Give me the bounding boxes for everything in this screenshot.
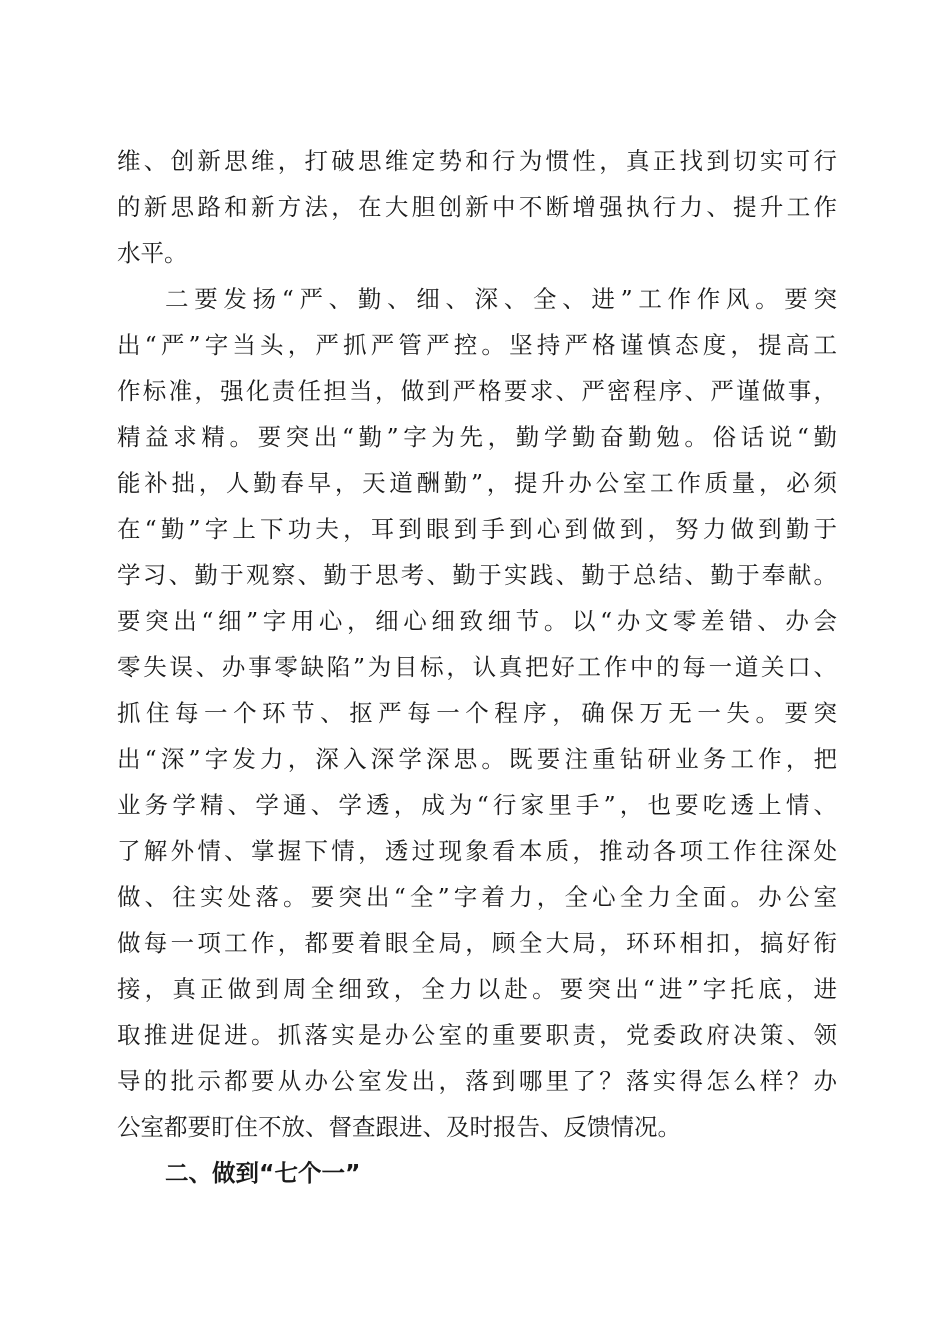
paragraph-line: 业务学精、学通、学透，成为“行家里手”，也要吃透上情、 <box>117 791 837 819</box>
paragraph-line: 做、往实处落。要突出“全”字着力，全心全力全面。办公室 <box>117 883 837 911</box>
paragraph-line: 零失误、办事零缺陷”为目标，认真把好工作中的每一道关口、 <box>117 653 837 681</box>
paragraph-line: 维、创新思维，打破思维定势和行为惯性，真正找到切实可行 <box>117 147 837 175</box>
paragraph-line: 做每一项工作，都要着眼全局，顾全大局，环环相扣，搞好衔 <box>117 929 837 957</box>
paragraph-line: 公室都要盯住不放、督查跟进、及时报告、反馈情况。 <box>117 1113 681 1141</box>
paragraph-line: 要突出“细”字用心，细心细致细节。以“办文零差错、办会 <box>117 607 837 635</box>
paragraph-line: 二要发扬“严、勤、细、深、全、进”工作作风。要突 <box>165 285 837 313</box>
paragraph-line: 精益求精。要突出“勤”字为先，勤学勤奋勤勉。俗话说“勤 <box>117 423 837 451</box>
paragraph-line: 能补拙，人勤春早，天道酬勤”，提升办公室工作质量，必须 <box>117 469 837 497</box>
paragraph-line: 抓住每一个环节、抠严每一个程序，确保万无一失。要突 <box>117 699 837 727</box>
paragraph-line: 出“深”字发力，深入深学深思。既要注重钻研业务工作，把 <box>117 745 837 773</box>
section-heading: 二、做到“七个一” <box>165 1159 361 1187</box>
paragraph-line: 作标准，强化责任担当，做到严格要求、严密程序、严谨做事， <box>117 377 837 405</box>
paragraph-line: 导的批示都要从办公室发出，落到哪里了？落实得怎么样？办 <box>117 1067 837 1095</box>
paragraph-line: 水平。 <box>117 239 188 267</box>
paragraph-line: 了解外情、掌握下情，透过现象看本质，推动各项工作往深处 <box>117 837 837 865</box>
paragraph-line: 学习、勤于观察、勤于思考、勤于实践、勤于总结、勤于奉献。 <box>117 561 837 589</box>
paragraph-line: 在“勤”字上下功夫，耳到眼到手到心到做到，努力做到勤于 <box>117 515 837 543</box>
paragraph-line: 接，真正做到周全细致，全力以赴。要突出“进”字托底，进 <box>117 975 837 1003</box>
paragraph-line: 取推进促进。抓落实是办公室的重要职责，党委政府决策、领 <box>117 1021 837 1049</box>
paragraph-line: 出“严”字当头，严抓严管严控。坚持严格谨慎态度，提高工 <box>117 331 837 359</box>
paragraph-line: 的新思路和新方法，在大胆创新中不断增强执行力、提升工作 <box>117 193 837 221</box>
